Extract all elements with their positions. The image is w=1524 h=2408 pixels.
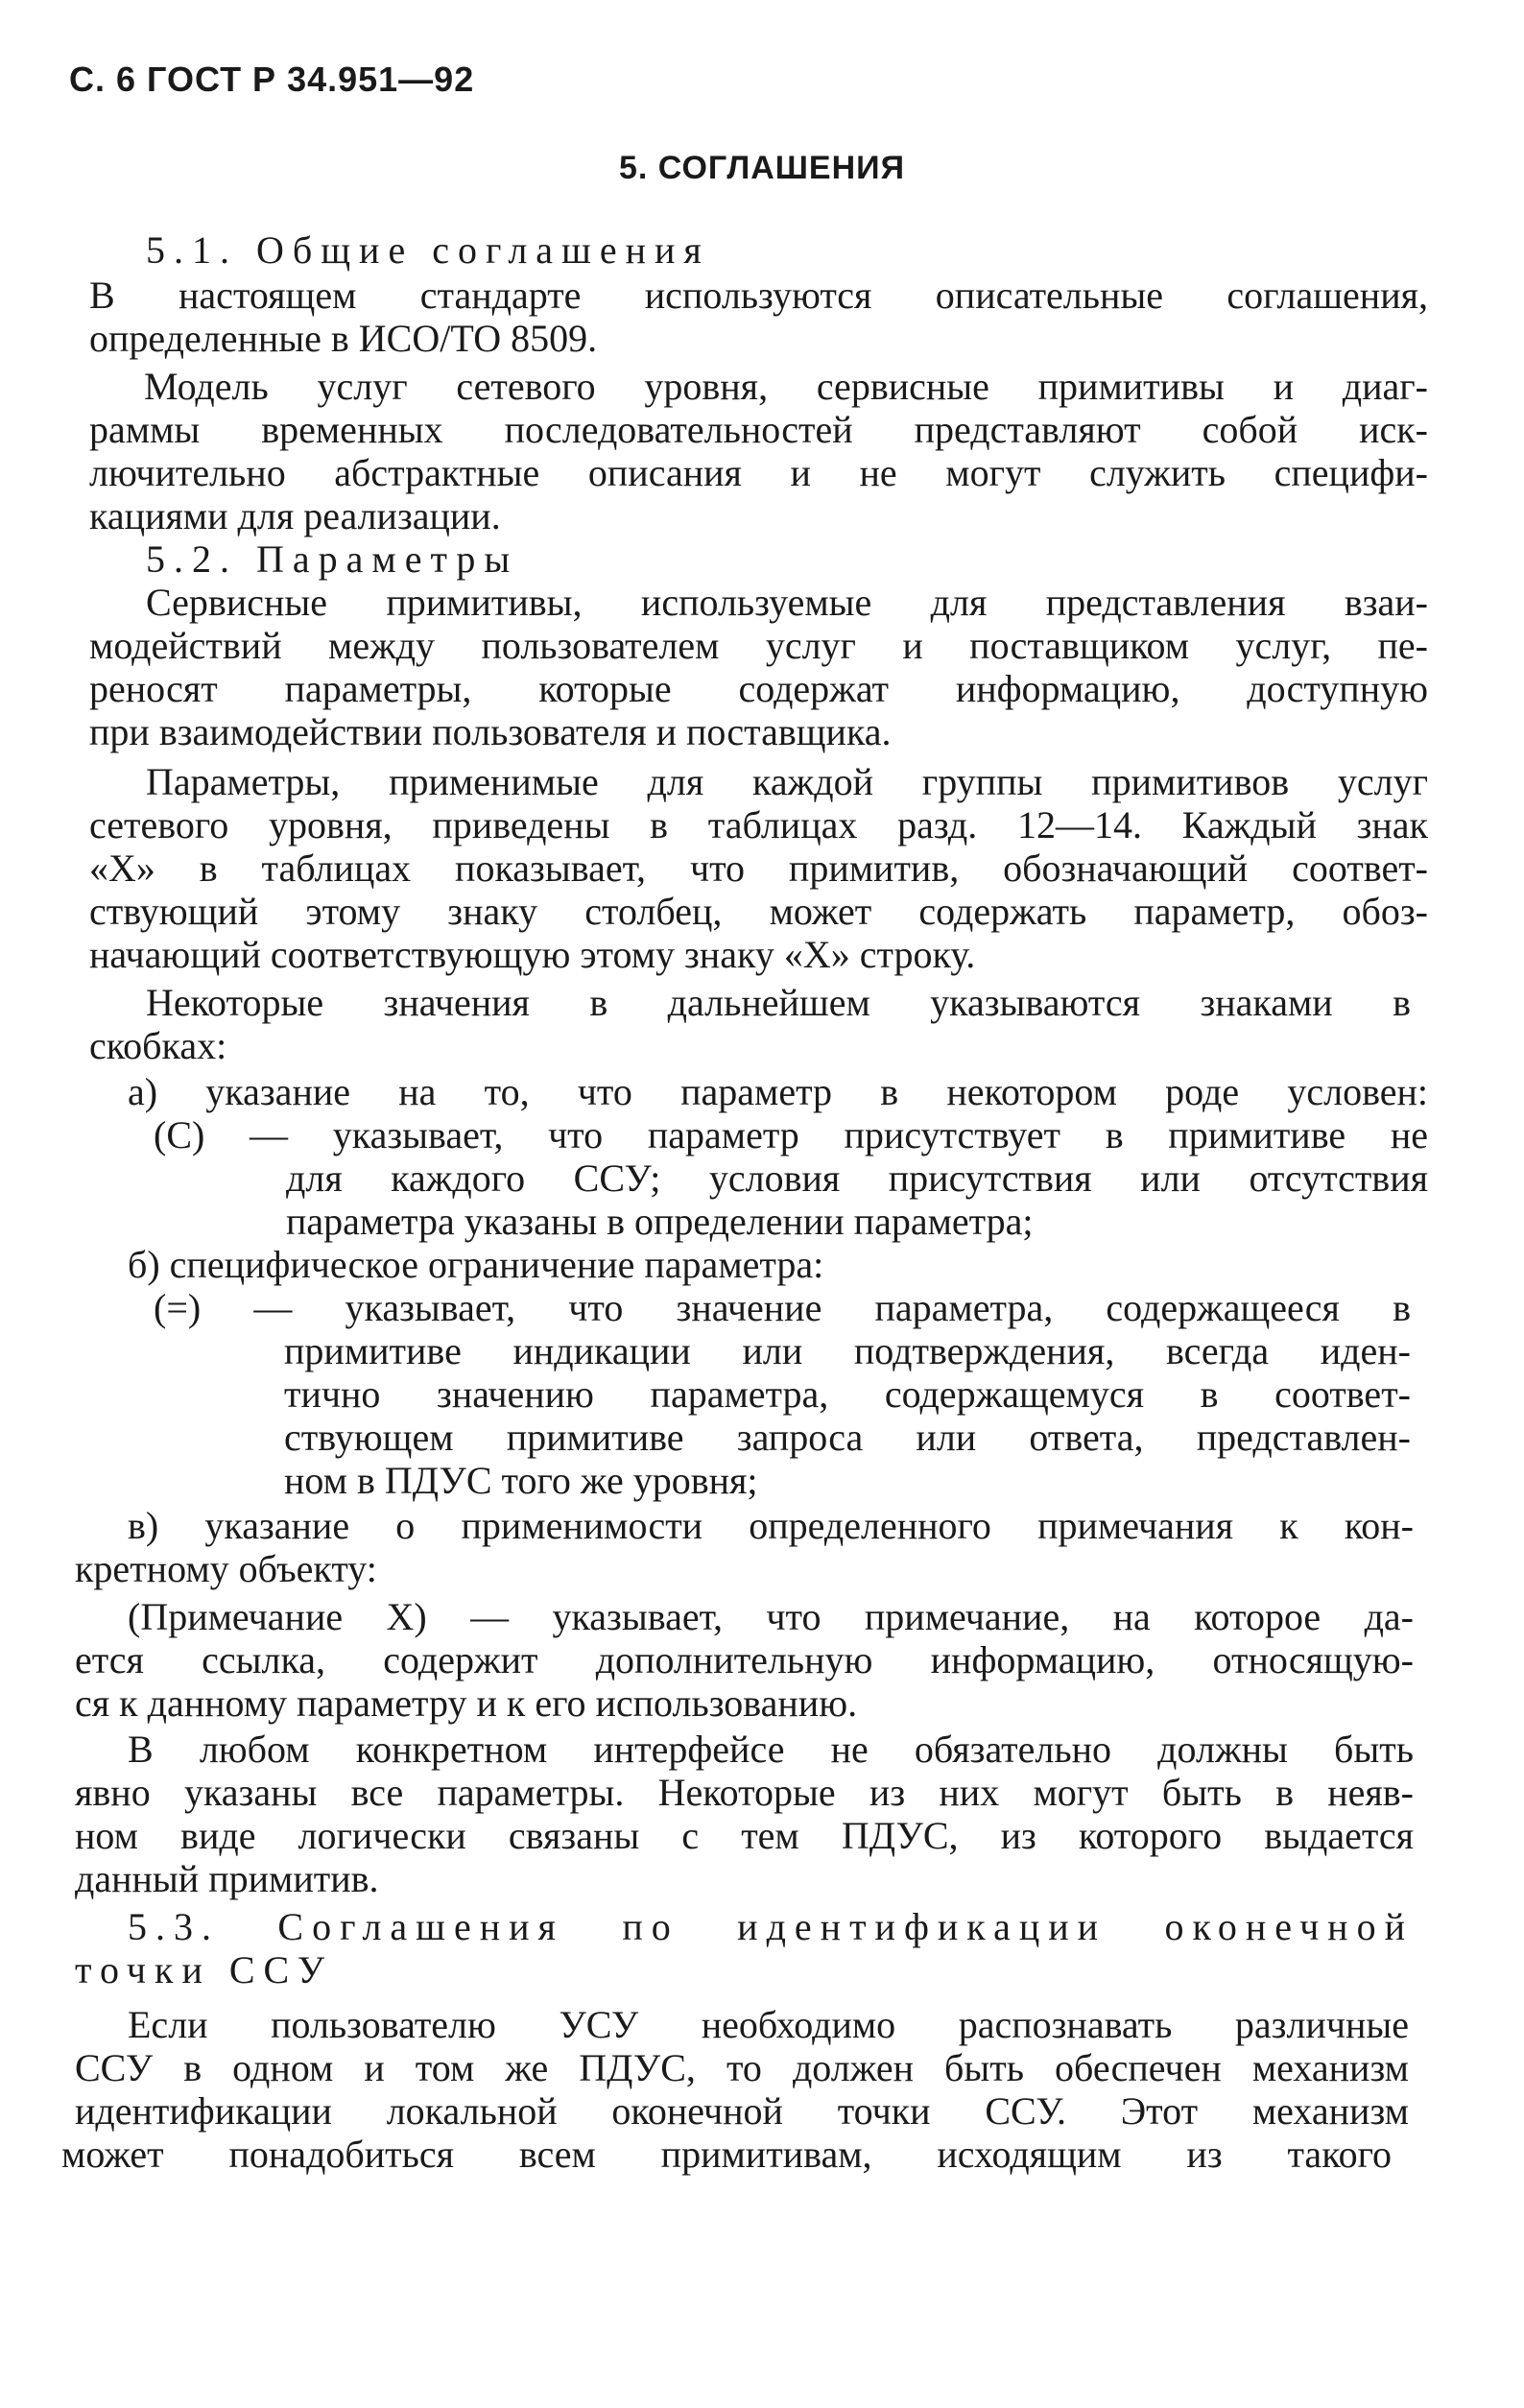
paragraph-line: идентификации локальной оконечной точки ССУ. Этот механизм xyxy=(75,2089,1409,2133)
list-item-v-cont: кретному объекту: xyxy=(75,1547,377,1590)
list-item-eq-cont: ном в ПДУС того же уровня; xyxy=(284,1459,758,1502)
list-item-b: б) специфическое ограничение параметра: xyxy=(128,1243,824,1286)
paragraph-line: сетевого уровня, приведены в таблицах разд. 12—14. Каждый знак xyxy=(89,803,1428,846)
list-item-c-cont: для каждого ССУ; условия присутствия или отсутствия xyxy=(286,1156,1428,1200)
note-item-cont: ется ссылка, содержит дополнительную информацию, относящую- xyxy=(75,1638,1414,1681)
list-item-c: (С) — указывает, что параметр присутствует в примитиве не xyxy=(154,1113,1428,1156)
note-item-cont: ся к данному параметру и к его использованию. xyxy=(75,1681,858,1725)
paragraph-line: «Х» в таблицах показывает, что примитив, обозначающий соответ- xyxy=(89,846,1428,890)
subsection-title-5-3: 5.3. Соглашения по идентификации оконечной xyxy=(128,1905,1414,1948)
paragraph-line: кациями для реализации. xyxy=(89,494,501,537)
list-item-v: в) указание о применимости определенного примечания к кон- xyxy=(128,1504,1414,1547)
paragraph-line: Если пользователю УСУ необходимо распознавать различные xyxy=(128,2003,1409,2046)
list-item-eq-cont: тично значению параметра, содержащемуся в соответ- xyxy=(284,1372,1411,1416)
paragraph-line: Некоторые значения в дальнейшем указываются знаками в xyxy=(146,981,1411,1024)
paragraph-line: начающий соответствующую этому знаку «Х» строку. xyxy=(89,933,976,976)
list-item-eq-cont: ствующем примитиве запроса или ответа, представлен- xyxy=(284,1416,1411,1459)
note-item: (Примечание Х) — указывает, что примечание, на которое да- xyxy=(128,1595,1414,1638)
paragraph-line: данный примитив. xyxy=(75,1857,379,1900)
paragraph-line: Модель услуг сетевого уровня, сервисные примитивы и диаг- xyxy=(144,365,1428,408)
paragraph-line: раммы временных последовательностей представляют собой иск- xyxy=(89,408,1428,451)
paragraph-line: Сервисные примитивы, используемые для представления взаи- xyxy=(146,581,1428,624)
paragraph-line: Параметры, применимые для каждой группы примитивов услуг xyxy=(146,760,1428,803)
list-item-c-cont: параметра указаны в определении параметра; xyxy=(286,1200,1034,1243)
subsection-title-5-2: 5.2. Параметры xyxy=(146,537,519,581)
paragraph-line: явно указаны все параметры. Некоторые из них могут быть в неяв- xyxy=(75,1771,1414,1814)
list-item-a: а) указание на то, что параметр в некотором роде условен: xyxy=(128,1070,1428,1113)
subsection-title-5-1: 5.1. Общие соглашения xyxy=(146,228,710,272)
paragraph-line: лючительно абстрактные описания и не могут служить специфи- xyxy=(89,451,1428,494)
paragraph-line: скобках: xyxy=(89,1024,227,1067)
list-item-eq: (=) — указывает, что значение параметра, содержащееся в xyxy=(154,1286,1411,1329)
subsection-title-5-3-cont: точки ССУ xyxy=(75,1948,334,1991)
paragraph-line: при взаимодействии пользователя и поставщика. xyxy=(89,710,892,753)
paragraph-line: ном виде логически связаны с тем ПДУС, из которого выдается xyxy=(75,1814,1414,1857)
paragraph-line: определенные в ИСО/ТО 8509. xyxy=(89,317,598,360)
paragraph-line: модействий между пользователем услуг и поставщиком услуг, пе- xyxy=(89,624,1428,667)
paragraph-line: В настоящем стандарте используются описательные соглашения, xyxy=(89,274,1428,317)
paragraph-line: реносят параметры, которые содержат информацию, доступную xyxy=(89,667,1428,710)
paragraph-line: ССУ в одном и том же ПДУС, то должен быть обеспечен механизм xyxy=(75,2046,1409,2089)
paragraph-line: может понадобиться всем примитивам, исходящим из такого xyxy=(61,2133,1392,2176)
paragraph-line: В любом конкретном интерфейсе не обязательно должны быть xyxy=(128,1728,1414,1771)
section-title: 5. СОГЛАШЕНИЯ xyxy=(618,150,906,186)
list-item-eq-cont: примитиве индикации или подтверждения, всегда иден- xyxy=(284,1329,1411,1372)
running-head: С. 6 ГОСТ Р 34.951—92 xyxy=(69,60,475,99)
paragraph-line: ствующий этому знаку столбец, может содержать параметр, обоз- xyxy=(89,890,1428,933)
